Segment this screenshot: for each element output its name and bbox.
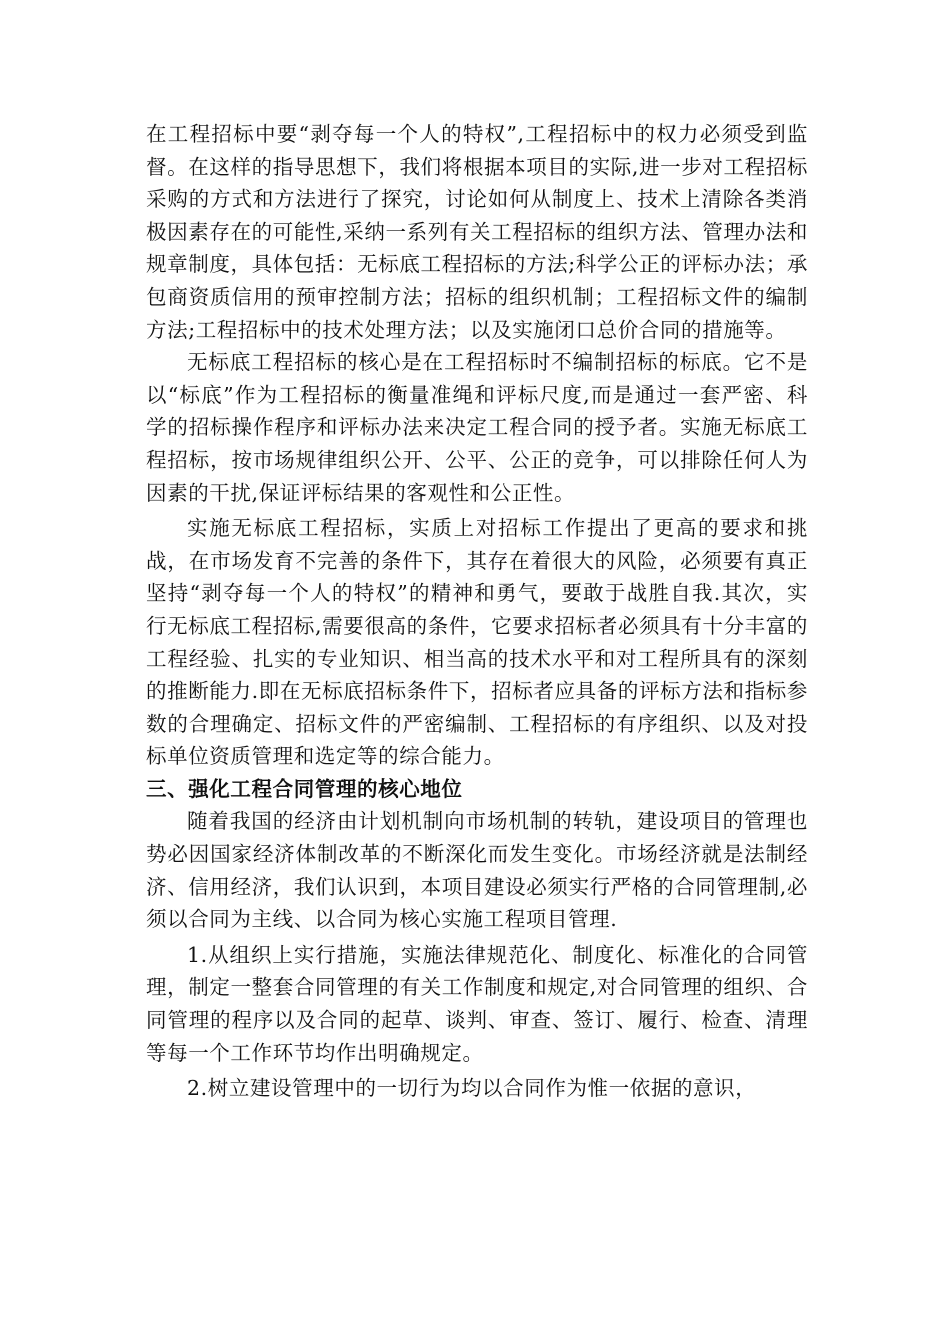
section-paragraph-2: 1.从组织上实行措施，实施法律规范化、制度化、标准化的合同管理，制定一整套合同管理的有关工作制度和规定,对合同管理的组织、合同管理的程序以及合同的起草、谈判、审查、签订、履行、检查、清理等每一个工作环节均作出明确规定。 [146,942,808,1065]
section-paragraph-3: 2.树立建设管理中的一切行为均以合同作为惟一依据的意识， [187,1076,757,1101]
document-page [146,118,808,1105]
paragraph-2: 无标底工程招标的核心是在工程招标时不编制招标的标底。它不是以“标底”作为工程招标的衡量准绳和评标尺度,而是通过一套严密、科学的招标操作程序和评标办法来决定工程合同的授予者。实施无标底工程招标，按市场规律组织公开、公平、公正的竞争，可以排除任何人为因素的干扰,保证评标结果的客观性和公正性。 [146,350,808,505]
paragraph-3: 实施无标底工程招标，实质上对招标工作提出了更高的要求和挑战，在市场发育不完善的条件下，其存在着很大的风险，必须要有真正坚持“剥夺每一个人的特权”的精神和勇气，要敢于战胜自我.其次，实行无标底工程招标,需要很高的条件，它要求招标者必须具有十分丰富的工程经验、扎实的专业知识、相当高的技术水平和对工程所具有的深刻的推断能力.即在无标底招标条件下，招标者应具备的评标方法和指标参数的合理确定、招标文件的严密编制、工程招标的有序组织、以及对投标单位资质管理和选定等的综合能力。 [146,516,808,769]
section-paragraph-1: 随着我国的经济由计划机制向市场机制的转轨，建设项目的管理也势必因国家经济体制改革的不断深化而发生变化。市场经济就是法制经济、信用经济，我们认识到，本项目建设必须实行严格的合同管理制,必须以合同为主线、以合同为核心实施工程项目管理. [146,809,808,932]
section-heading: 三、强化工程合同管理的核心地位 [146,776,463,801]
paragraph-1: 在工程招标中要“剥夺每一个人的特权”,工程招标中的权力必须受到监督。在这样的指导思想下，我们将根据本项目的实际,进一步对工程招标采购的方式和方法进行了探究，讨论如何从制度上、技术上清除各类消极因素存在的可能性,采纳一系列有关工程招标的组织方法、管理办法和规章制度，具体包括：无标底工程招标的方法;科学公正的评标办法；承包商资质信用的预审控制方法；招标的组织机制；工程招标文件的编制方法;工程招标中的技术处理方法；以及实施闭口总价合同的措施等。 [146,122,808,342]
